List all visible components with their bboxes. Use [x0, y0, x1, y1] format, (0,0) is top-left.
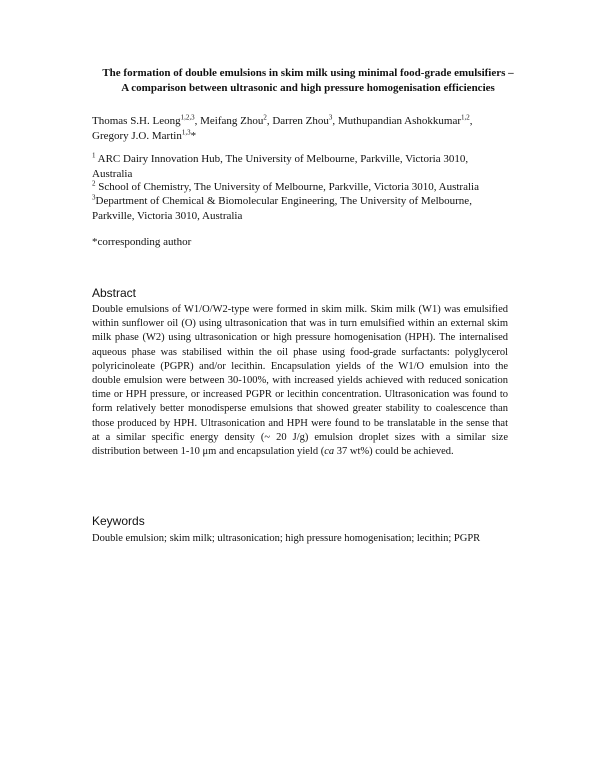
affiliation-sup: 1 — [92, 151, 96, 160]
title-line-1: The formation of double emulsions in skim milk using minimal food-grade emulsifiers – — [102, 67, 514, 79]
keywords-text: Double emulsion; skim milk; ultrasonication; high pressure homogenisation; lecithin; PGPR — [92, 533, 481, 544]
author-name: Meifang Zhou — [200, 115, 264, 127]
abstract-body — [92, 303, 508, 459]
author-name: Thomas S.H. Leong — [92, 115, 181, 127]
abstract-text: Double emulsions of W1/O/W2-type were formed in skim milk. Skim milk (W1) was emulsified within sunflower oil (O) using ultrasonication that was in turn emulsified within an external skim milk phase (W2) using ultrasonication or high pressure homogenisation (HPH). The internalised aqueous phase was stabilised within the oil phase using food-grade surfactants: polyglycerol polyricinoleate (PGPR) and/or lecithin. Encapsulation yields of the W1/O emulsion into the double emulsion were between 30-100%, with increased yields achieved with reduced sonication time or HPH pressure, or increased PGPR or lecithin concentration. Ultrasonication was found to form relatively better monodisperse emulsions that showed greater stability to coalescence than those produced by HPH. Ultrasonication and HPH were found to be translatable in the sense that at a similar specific energy density (~ 20 J/g) emulsion droplet sizes with a similar size distribution between 1-10 μm and encapsulation yield ( — [92, 304, 508, 458]
author-list: Thomas S.H. Leong$^{1,2,3}$, Meifang Zhou$^2$, Darren Zhou$^3$, Muthupandian Ashokkumar$^{1,2}$, Gregory J.O. Martin$^{1,3}$* — [92, 113, 473, 142]
author-affil-sup: 2 — [263, 113, 267, 122]
affiliation-text: School of Chemistry, The University of Melbourne, Parkville, Victoria 3010, Australia — [98, 181, 479, 193]
corresponding-author-note: *corresponding author — [92, 236, 192, 248]
abstract-text-end: 37 wt%) could be achieved. — [334, 446, 454, 458]
corresponding-mark: * — [190, 130, 197, 142]
author-affil-sup: 1,3 — [181, 128, 191, 137]
affiliation-2 — [92, 180, 522, 195]
affiliation-text-cont: Parkville, Victoria 3010, Australia — [92, 210, 243, 222]
author-affil-sup: 3 — [328, 113, 333, 122]
affiliation-sup: 3 — [92, 193, 96, 202]
affiliation-3 — [92, 194, 522, 224]
author-affil-sup: 1,2,3 — [180, 113, 195, 122]
affiliation-sup: 2 — [92, 179, 96, 188]
affiliation-text: ARC Dairy Innovation Hub, The University of Melbourne, Parkville, Victoria 3010, — [97, 153, 469, 165]
abstract-heading: Abstract — [92, 286, 137, 300]
author-name: Gregory J.O. Martin — [92, 130, 182, 142]
abstract-ca: ca — [324, 446, 335, 458]
paper-title — [88, 66, 528, 96]
author-affil-sup: 1,2 — [461, 113, 470, 122]
author-name: Darren Zhou — [272, 115, 329, 127]
affiliation-1 — [92, 152, 522, 182]
affiliation-text: Department of Chemical & Biomolecular Engineering, The University of Melbourne, — [95, 195, 472, 207]
affiliation-text-cont: Australia — [92, 168, 133, 180]
keywords-heading: Keywords — [92, 514, 145, 528]
author-name: Muthupandian Ashokkumar — [337, 115, 461, 127]
title-line-2: A comparison between ultrasonic and high pressure homogenisation efficiencies — [121, 82, 495, 94]
